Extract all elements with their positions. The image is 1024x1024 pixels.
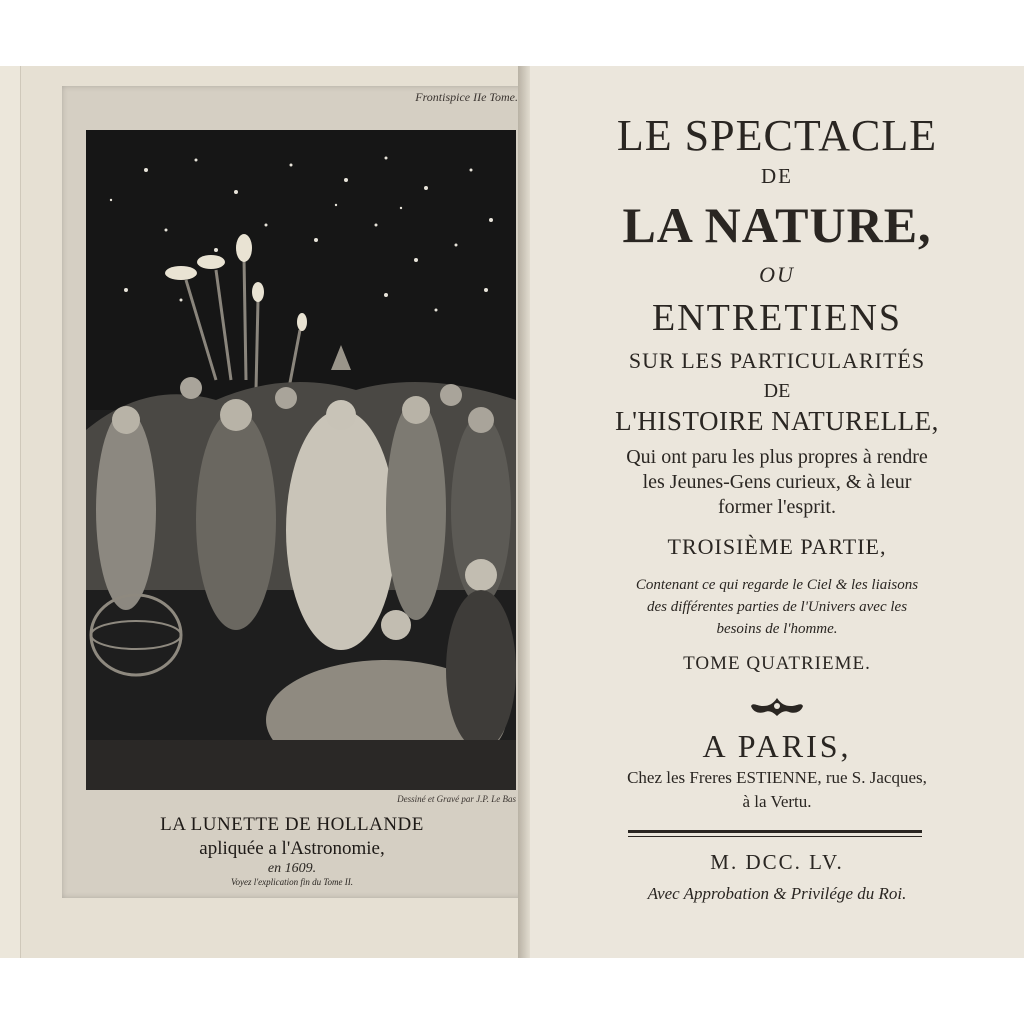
printer-ornament-icon [747,694,807,720]
book-spread [0,66,1024,958]
page-edge [0,66,21,958]
left-page [0,66,528,958]
plate-label: Frontispice IIe Tome. [415,90,518,104]
plate-caption-date: en 1609. [267,861,317,876]
subtitle-line-2: les Jeunes-Gens curieux, & à leur [642,471,912,493]
frontispiece-engraving [86,130,516,790]
subtitle-line-1: Qui ont paru les plus propres à rendre [626,446,928,468]
imprint-privilege: Avec Approbation & Privilége du Roi. [647,884,907,903]
engraving-illustration [86,130,516,790]
imprint-publisher: Chez les Freres ESTIENNE, rue S. Jacques, [627,768,927,787]
double-rule-thick [628,830,922,833]
title-histoire: L'HISTOIRE NATURELLE, [615,406,939,436]
contents-line-3: besoins de l'homme. [716,621,838,637]
title-page [530,66,1024,958]
double-rule-thin [628,836,922,837]
contents-line-2: des différentes parties de l'Univers avec les [646,599,908,615]
title-line-2: DE [761,164,793,188]
part-heading: TROISIÈME PARTIE, [667,534,887,559]
title-line-6: SUR LES PARTICULARITÉS [628,348,926,373]
imprint-sign: à la Vertu. [742,792,812,811]
title-line-1: LE SPECTACLE [616,111,938,160]
frontispiece-plate [62,86,524,898]
volume-heading: TOME QUATRIEME. [683,653,871,674]
contents-line-1: Contenant ce qui regarde le Ciel & les liaisons [635,577,919,593]
plate-caption-title: LA LUNETTE DE HOLLANDE [160,814,424,835]
imprint-year: M. DCC. LV. [710,850,844,874]
title-main: LA NATURE, [622,197,932,253]
plate-caption-note: Voyez l'explication fin du Tome II. [230,877,354,887]
imprint-city: A PARIS, [702,728,852,764]
subtitle-line-3: former l'esprit. [717,496,836,518]
title-entretiens: ENTRETIENS [651,297,903,339]
plate-caption-subtitle: apliquée a l'Astronomie, [199,838,385,859]
title-line-ou: OU [759,262,795,287]
title-line-7: DE [763,380,791,402]
engraver-credit: Dessiné et Gravé par J.P. Le Bas [397,794,516,804]
